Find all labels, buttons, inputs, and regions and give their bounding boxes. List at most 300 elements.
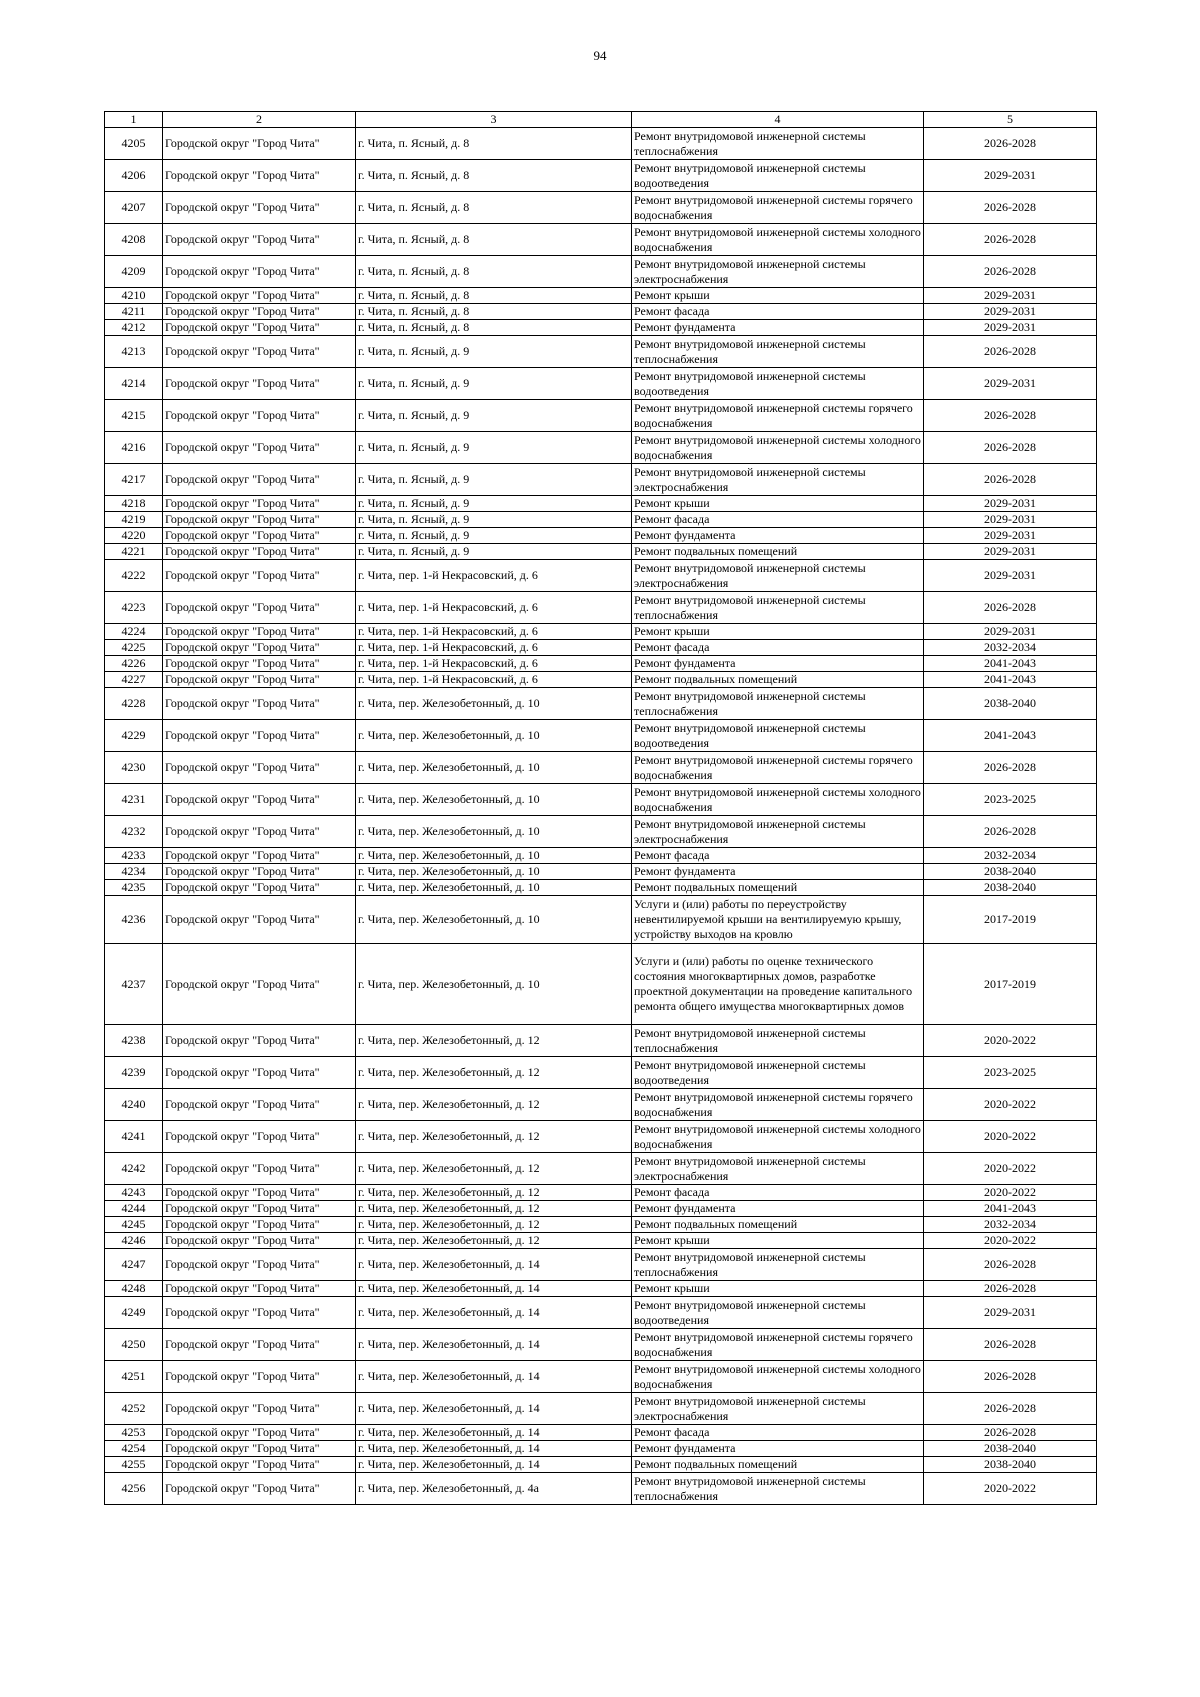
cell-address: г. Чита, пер. Железобетонный, д. 14 [356,1329,632,1361]
cell-work-type: Ремонт внутридомовой инженерной системы теплоснабжения [632,592,924,624]
cell-municipality: Городской округ "Город Чита" [163,688,356,720]
cell-work-type: Ремонт внутридомовой инженерной системы холодного водоснабжения [632,1361,924,1393]
cell-row-number: 4228 [105,688,163,720]
table-row [105,784,1097,816]
cell-address: г. Чита, пер. Железобетонный, д. 14 [356,1281,632,1297]
table-row [105,368,1097,400]
cell-period: 2029-2031 [924,320,1097,336]
cell-period: 2026-2028 [924,816,1097,848]
cell-period: 2029-2031 [924,1297,1097,1329]
cell-period: 2026-2028 [924,1249,1097,1281]
cell-address: г. Чита, пер. 1-й Некрасовский, д. 6 [356,640,632,656]
cell-municipality: Городской округ "Город Чита" [163,256,356,288]
cell-period: 2041-2043 [924,656,1097,672]
cell-municipality: Городской округ "Город Чита" [163,1217,356,1233]
cell-work-type: Ремонт внутридомовой инженерной системы теплоснабжения [632,1473,924,1505]
table-body [105,128,1097,1505]
table-row [105,192,1097,224]
cell-work-type: Ремонт внутридомовой инженерной системы горячего водоснабжения [632,192,924,224]
table-row [105,1217,1097,1233]
cell-address: г. Чита, пер. 1-й Некрасовский, д. 6 [356,656,632,672]
table-row [105,1425,1097,1441]
cell-period: 2038-2040 [924,1457,1097,1473]
cell-period: 2017-2019 [924,944,1097,1025]
cell-municipality: Городской округ "Город Чита" [163,128,356,160]
cell-row-number: 4251 [105,1361,163,1393]
cell-work-type: Ремонт фундамента [632,864,924,880]
cell-row-number: 4232 [105,816,163,848]
cell-municipality: Городской округ "Город Чита" [163,672,356,688]
cell-work-type: Ремонт внутридомовой инженерной системы теплоснабжения [632,1025,924,1057]
cell-municipality: Городской округ "Город Чита" [163,1153,356,1185]
cell-address: г. Чита, п. Ясный, д. 9 [356,400,632,432]
cell-work-type: Ремонт внутридомовой инженерной системы электроснабжения [632,1153,924,1185]
cell-municipality: Городской округ "Город Чита" [163,224,356,256]
table-row [105,1329,1097,1361]
cell-address: г. Чита, пер. 1-й Некрасовский, д. 6 [356,560,632,592]
cell-row-number: 4255 [105,1457,163,1473]
cell-address: г. Чита, пер. 1-й Некрасовский, д. 6 [356,624,632,640]
cell-period: 2038-2040 [924,880,1097,896]
cell-municipality: Городской округ "Город Чита" [163,1329,356,1361]
cell-period: 2026-2028 [924,1393,1097,1425]
cell-period: 2029-2031 [924,560,1097,592]
table-row [105,1441,1097,1457]
table-row [105,1297,1097,1329]
cell-address: г. Чита, пер. Железобетонный, д. 14 [356,1441,632,1457]
cell-period: 2017-2019 [924,896,1097,944]
table-row [105,464,1097,496]
table-row [105,1185,1097,1201]
table-row [105,288,1097,304]
cell-period: 2026-2028 [924,224,1097,256]
cell-period: 2038-2040 [924,864,1097,880]
table-row [105,304,1097,320]
cell-work-type: Ремонт внутридомовой инженерной системы холодного водоснабжения [632,432,924,464]
cell-work-type: Ремонт внутридомовой инженерной системы холодного водоснабжения [632,1121,924,1153]
cell-period: 2026-2028 [924,752,1097,784]
cell-row-number: 4222 [105,560,163,592]
cell-work-type: Ремонт крыши [632,1233,924,1249]
cell-period: 2041-2043 [924,1201,1097,1217]
table-row [105,752,1097,784]
table-row [105,656,1097,672]
table-row [105,1089,1097,1121]
cell-work-type: Ремонт внутридомовой инженерной системы электроснабжения [632,464,924,496]
table-row [105,336,1097,368]
cell-municipality: Городской округ "Город Чита" [163,1425,356,1441]
table-row [105,1153,1097,1185]
cell-period: 2023-2025 [924,1057,1097,1089]
table-row [105,1473,1097,1505]
cell-municipality: Городской округ "Город Чита" [163,944,356,1025]
cell-row-number: 4218 [105,496,163,512]
page-number: 94 [593,48,607,63]
cell-municipality: Городской округ "Город Чита" [163,528,356,544]
cell-municipality: Городской округ "Город Чита" [163,1233,356,1249]
cell-row-number: 4209 [105,256,163,288]
table-row [105,1057,1097,1089]
cell-row-number: 4245 [105,1217,163,1233]
cell-work-type: Ремонт фундамента [632,528,924,544]
cell-address: г. Чита, пер. Железобетонный, д. 10 [356,720,632,752]
cell-period: 2020-2022 [924,1025,1097,1057]
table-row [105,496,1097,512]
cell-municipality: Городской округ "Город Чита" [163,1393,356,1425]
cell-municipality: Городской округ "Город Чита" [163,1361,356,1393]
cell-address: г. Чита, пер. Железобетонный, д. 12 [356,1025,632,1057]
cell-address: г. Чита, пер. Железобетонный, д. 10 [356,944,632,1025]
cell-municipality: Городской округ "Город Чита" [163,624,356,640]
cell-address: г. Чита, пер. Железобетонный, д. 12 [356,1089,632,1121]
cell-work-type: Ремонт фасада [632,1425,924,1441]
cell-period: 2029-2031 [924,288,1097,304]
cell-municipality: Городской округ "Город Чита" [163,192,356,224]
cell-municipality: Городской округ "Город Чита" [163,880,356,896]
cell-row-number: 4256 [105,1473,163,1505]
table-row [105,1281,1097,1297]
cell-work-type: Ремонт крыши [632,624,924,640]
cell-period: 2029-2031 [924,512,1097,528]
cell-row-number: 4248 [105,1281,163,1297]
cell-work-type: Ремонт внутридомовой инженерной системы электроснабжения [632,560,924,592]
header-col-1: 1 [105,112,163,128]
cell-address: г. Чита, п. Ясный, д. 9 [356,336,632,368]
cell-work-type: Ремонт внутридомовой инженерной системы теплоснабжения [632,336,924,368]
cell-work-type: Ремонт внутридомовой инженерной системы теплоснабжения [632,688,924,720]
cell-period: 2020-2022 [924,1185,1097,1201]
cell-row-number: 4250 [105,1329,163,1361]
cell-address: г. Чита, пер. Железобетонный, д. 10 [356,896,632,944]
cell-period: 2041-2043 [924,720,1097,752]
cell-municipality: Городской округ "Город Чита" [163,464,356,496]
cell-row-number: 4254 [105,1441,163,1457]
cell-row-number: 4241 [105,1121,163,1153]
table-row [105,160,1097,192]
cell-work-type: Ремонт фасада [632,848,924,864]
cell-period: 2020-2022 [924,1233,1097,1249]
cell-row-number: 4253 [105,1425,163,1441]
cell-address: г. Чита, пер. Железобетонный, д. 14 [356,1393,632,1425]
cell-row-number: 4237 [105,944,163,1025]
cell-work-type: Ремонт фасада [632,512,924,528]
table-row [105,1457,1097,1473]
table-row [105,1121,1097,1153]
table-row [105,224,1097,256]
cell-municipality: Городской округ "Город Чита" [163,1281,356,1297]
table-row [105,864,1097,880]
cell-period: 2026-2028 [924,592,1097,624]
cell-period: 2026-2028 [924,432,1097,464]
cell-address: г. Чита, пер. Железобетонный, д. 10 [356,752,632,784]
cell-municipality: Городской округ "Город Чита" [163,560,356,592]
cell-work-type: Ремонт подвальных помещений [632,880,924,896]
cell-work-type: Ремонт фасада [632,640,924,656]
cell-period: 2026-2028 [924,256,1097,288]
table-row [105,512,1097,528]
cell-address: г. Чита, пер. Железобетонный, д. 14 [356,1249,632,1281]
cell-address: г. Чита, пер. Железобетонный, д. 12 [356,1217,632,1233]
table-row [105,1249,1097,1281]
cell-municipality: Городской округ "Город Чита" [163,1473,356,1505]
cell-work-type: Ремонт фундамента [632,1441,924,1457]
cell-municipality: Городской округ "Город Чита" [163,368,356,400]
cell-address: г. Чита, пер. Железобетонный, д. 12 [356,1121,632,1153]
table-row [105,688,1097,720]
cell-period: 2026-2028 [924,192,1097,224]
table-row [105,944,1097,1025]
cell-work-type: Ремонт подвальных помещений [632,544,924,560]
cell-work-type: Ремонт фундамента [632,320,924,336]
header-row [105,112,1097,128]
cell-municipality: Городской округ "Город Чита" [163,656,356,672]
cell-row-number: 4210 [105,288,163,304]
cell-row-number: 4212 [105,320,163,336]
cell-row-number: 4227 [105,672,163,688]
cell-municipality: Городской округ "Город Чита" [163,1297,356,1329]
cell-address: г. Чита, п. Ясный, д. 8 [356,160,632,192]
cell-row-number: 4217 [105,464,163,496]
cell-period: 2041-2043 [924,672,1097,688]
cell-work-type: Ремонт внутридомовой инженерной системы водоотведения [632,1057,924,1089]
cell-municipality: Городской округ "Город Чита" [163,1457,356,1473]
cell-row-number: 4216 [105,432,163,464]
cell-address: г. Чита, п. Ясный, д. 8 [356,256,632,288]
cell-work-type: Ремонт внутридомовой инженерной системы горячего водоснабжения [632,752,924,784]
cell-address: г. Чита, пер. Железобетонный, д. 14 [356,1425,632,1441]
cell-address: г. Чита, п. Ясный, д. 8 [356,304,632,320]
cell-municipality: Городской округ "Город Чита" [163,288,356,304]
cell-work-type: Ремонт фасада [632,304,924,320]
cell-work-type: Ремонт внутридомовой инженерной системы теплоснабжения [632,128,924,160]
table-row [105,1025,1097,1057]
header-col-3: 3 [356,112,632,128]
cell-row-number: 4233 [105,848,163,864]
cell-municipality: Городской округ "Город Чита" [163,336,356,368]
cell-municipality: Городской округ "Город Чита" [163,1089,356,1121]
table-row [105,640,1097,656]
cell-period: 2026-2028 [924,1329,1097,1361]
table-row [105,880,1097,896]
cell-row-number: 4221 [105,544,163,560]
table-row [105,256,1097,288]
table-row [105,624,1097,640]
cell-municipality: Городской округ "Город Чита" [163,896,356,944]
cell-period: 2026-2028 [924,1281,1097,1297]
table-row [105,720,1097,752]
header-col-4: 4 [632,112,924,128]
cell-address: г. Чита, пер. Железобетонный, д. 14 [356,1457,632,1473]
cell-work-type: Ремонт подвальных помещений [632,672,924,688]
cell-work-type: Ремонт фасада [632,1185,924,1201]
cell-municipality: Городской округ "Город Чита" [163,1025,356,1057]
cell-work-type: Ремонт внутридомовой инженерной системы горячего водоснабжения [632,1329,924,1361]
cell-address: г. Чита, п. Ясный, д. 8 [356,128,632,160]
cell-address: г. Чита, пер. Железобетонный, д. 4а [356,1473,632,1505]
table-row [105,896,1097,944]
cell-address: г. Чита, пер. Железобетонный, д. 10 [356,688,632,720]
cell-municipality: Городской округ "Город Чита" [163,1057,356,1089]
table-header [105,112,1097,128]
cell-row-number: 4242 [105,1153,163,1185]
cell-row-number: 4246 [105,1233,163,1249]
cell-row-number: 4224 [105,624,163,640]
cell-work-type: Ремонт внутридомовой инженерной системы горячего водоснабжения [632,400,924,432]
cell-row-number: 4231 [105,784,163,816]
cell-work-type: Ремонт крыши [632,496,924,512]
cell-municipality: Городской округ "Город Чита" [163,320,356,336]
cell-row-number: 4225 [105,640,163,656]
cell-municipality: Городской округ "Город Чита" [163,496,356,512]
cell-work-type: Ремонт внутридомовой инженерной системы электроснабжения [632,256,924,288]
cell-address: г. Чита, пер. Железобетонный, д. 10 [356,880,632,896]
cell-row-number: 4215 [105,400,163,432]
cell-period: 2032-2034 [924,1217,1097,1233]
cell-address: г. Чита, пер. Железобетонный, д. 10 [356,848,632,864]
cell-work-type: Ремонт внутридомовой инженерной системы электроснабжения [632,1393,924,1425]
cell-period: 2029-2031 [924,368,1097,400]
cell-address: г. Чита, пер. Железобетонный, д. 12 [356,1185,632,1201]
table-row [105,672,1097,688]
cell-municipality: Городской округ "Город Чита" [163,160,356,192]
cell-municipality: Городской округ "Город Чита" [163,640,356,656]
cell-municipality: Городской округ "Город Чита" [163,720,356,752]
cell-work-type: Ремонт внутридомовой инженерной системы электроснабжения [632,816,924,848]
cell-address: г. Чита, пер. Железобетонный, д. 10 [356,864,632,880]
cell-period: 2032-2034 [924,848,1097,864]
table-row [105,1393,1097,1425]
cell-row-number: 4249 [105,1297,163,1329]
table-row [105,320,1097,336]
cell-municipality: Городской округ "Город Чита" [163,1441,356,1457]
cell-period: 2023-2025 [924,784,1097,816]
table-row [105,1361,1097,1393]
cell-row-number: 4211 [105,304,163,320]
cell-address: г. Чита, пер. Железобетонный, д. 12 [356,1153,632,1185]
cell-row-number: 4238 [105,1025,163,1057]
cell-municipality: Городской округ "Город Чита" [163,432,356,464]
cell-period: 2029-2031 [924,496,1097,512]
cell-work-type: Ремонт внутридомовой инженерной системы теплоснабжения [632,1249,924,1281]
cell-work-type: Услуги и (или) работы по оценке технического состояния многоквартирных домов, разработке проектной документации на проведение капитального ремонта общего имущества многоквартирных домов [632,944,924,1025]
cell-municipality: Городской округ "Город Чита" [163,544,356,560]
cell-row-number: 4207 [105,192,163,224]
cell-row-number: 4244 [105,1201,163,1217]
cell-address: г. Чита, пер. Железобетонный, д. 14 [356,1297,632,1329]
cell-period: 2029-2031 [924,304,1097,320]
cell-period: 2032-2034 [924,640,1097,656]
cell-work-type: Ремонт внутридомовой инженерной системы водоотведения [632,160,924,192]
cell-row-number: 4229 [105,720,163,752]
cell-period: 2029-2031 [924,624,1097,640]
cell-address: г. Чита, п. Ясный, д. 9 [356,512,632,528]
cell-row-number: 4236 [105,896,163,944]
cell-row-number: 4206 [105,160,163,192]
cell-municipality: Городской округ "Город Чита" [163,864,356,880]
table-row [105,592,1097,624]
cell-work-type: Ремонт крыши [632,1281,924,1297]
cell-municipality: Городской округ "Город Чита" [163,848,356,864]
cell-row-number: 4213 [105,336,163,368]
cell-work-type: Ремонт внутридомовой инженерной системы холодного водоснабжения [632,224,924,256]
cell-row-number: 4219 [105,512,163,528]
table-row [105,1233,1097,1249]
cell-address: г. Чита, п. Ясный, д. 9 [356,528,632,544]
cell-row-number: 4247 [105,1249,163,1281]
cell-address: г. Чита, п. Ясный, д. 9 [356,432,632,464]
cell-period: 2026-2028 [924,400,1097,432]
cell-row-number: 4243 [105,1185,163,1201]
cell-address: г. Чита, п. Ясный, д. 8 [356,320,632,336]
cell-work-type: Ремонт фундамента [632,656,924,672]
table-row [105,544,1097,560]
cell-period: 2029-2031 [924,528,1097,544]
cell-address: г. Чита, пер. Железобетонный, д. 10 [356,784,632,816]
cell-municipality: Городской округ "Город Чита" [163,816,356,848]
cell-row-number: 4208 [105,224,163,256]
cell-municipality: Городской округ "Город Чита" [163,752,356,784]
cell-work-type: Ремонт подвальных помещений [632,1457,924,1473]
cell-period: 2029-2031 [924,544,1097,560]
cell-address: г. Чита, п. Ясный, д. 8 [356,224,632,256]
cell-period: 2026-2028 [924,128,1097,160]
cell-row-number: 4239 [105,1057,163,1089]
cell-municipality: Городской округ "Город Чита" [163,1185,356,1201]
cell-work-type: Ремонт подвальных помещений [632,1217,924,1233]
cell-address: г. Чита, п. Ясный, д. 8 [356,288,632,304]
cell-row-number: 4226 [105,656,163,672]
cell-period: 2029-2031 [924,160,1097,192]
cell-period: 2020-2022 [924,1473,1097,1505]
cell-row-number: 4234 [105,864,163,880]
cell-address: г. Чита, п. Ясный, д. 8 [356,192,632,224]
cell-address: г. Чита, п. Ясный, д. 9 [356,464,632,496]
cell-municipality: Городской округ "Город Чита" [163,304,356,320]
cell-municipality: Городской округ "Город Чита" [163,784,356,816]
cell-address: г. Чита, пер. 1-й Некрасовский, д. 6 [356,592,632,624]
cell-period: 2026-2028 [924,464,1097,496]
cell-municipality: Городской округ "Город Чита" [163,592,356,624]
cell-work-type: Услуги и (или) работы по переустройству невентилируемой крыши на вентилируемую крышу, устройству выходов на кровлю [632,896,924,944]
cell-address: г. Чита, п. Ясный, д. 9 [356,496,632,512]
cell-work-type: Ремонт внутридомовой инженерной системы горячего водоснабжения [632,1089,924,1121]
cell-work-type: Ремонт крыши [632,288,924,304]
cell-address: г. Чита, пер. Железобетонный, д. 10 [356,816,632,848]
table-row [105,528,1097,544]
cell-address: г. Чита, п. Ясный, д. 9 [356,368,632,400]
header-col-5: 5 [924,112,1097,128]
cell-row-number: 4205 [105,128,163,160]
cell-work-type: Ремонт внутридомовой инженерной системы холодного водоснабжения [632,784,924,816]
cell-address: г. Чита, пер. Железобетонный, д. 12 [356,1201,632,1217]
table-row [105,128,1097,160]
cell-address: г. Чита, пер. Железобетонный, д. 12 [356,1057,632,1089]
cell-period: 2020-2022 [924,1153,1097,1185]
cell-period: 2026-2028 [924,1361,1097,1393]
header-col-2: 2 [163,112,356,128]
cell-work-type: Ремонт внутридомовой инженерной системы водоотведения [632,720,924,752]
cell-address: г. Чита, пер. Железобетонный, д. 14 [356,1361,632,1393]
cell-row-number: 4214 [105,368,163,400]
table-row [105,560,1097,592]
cell-municipality: Городской округ "Город Чита" [163,1249,356,1281]
cell-address: г. Чита, пер. 1-й Некрасовский, д. 6 [356,672,632,688]
cell-row-number: 4240 [105,1089,163,1121]
table-row [105,848,1097,864]
cell-work-type: Ремонт внутридомовой инженерной системы водоотведения [632,1297,924,1329]
table-row [105,1201,1097,1217]
cell-municipality: Городской округ "Город Чита" [163,400,356,432]
